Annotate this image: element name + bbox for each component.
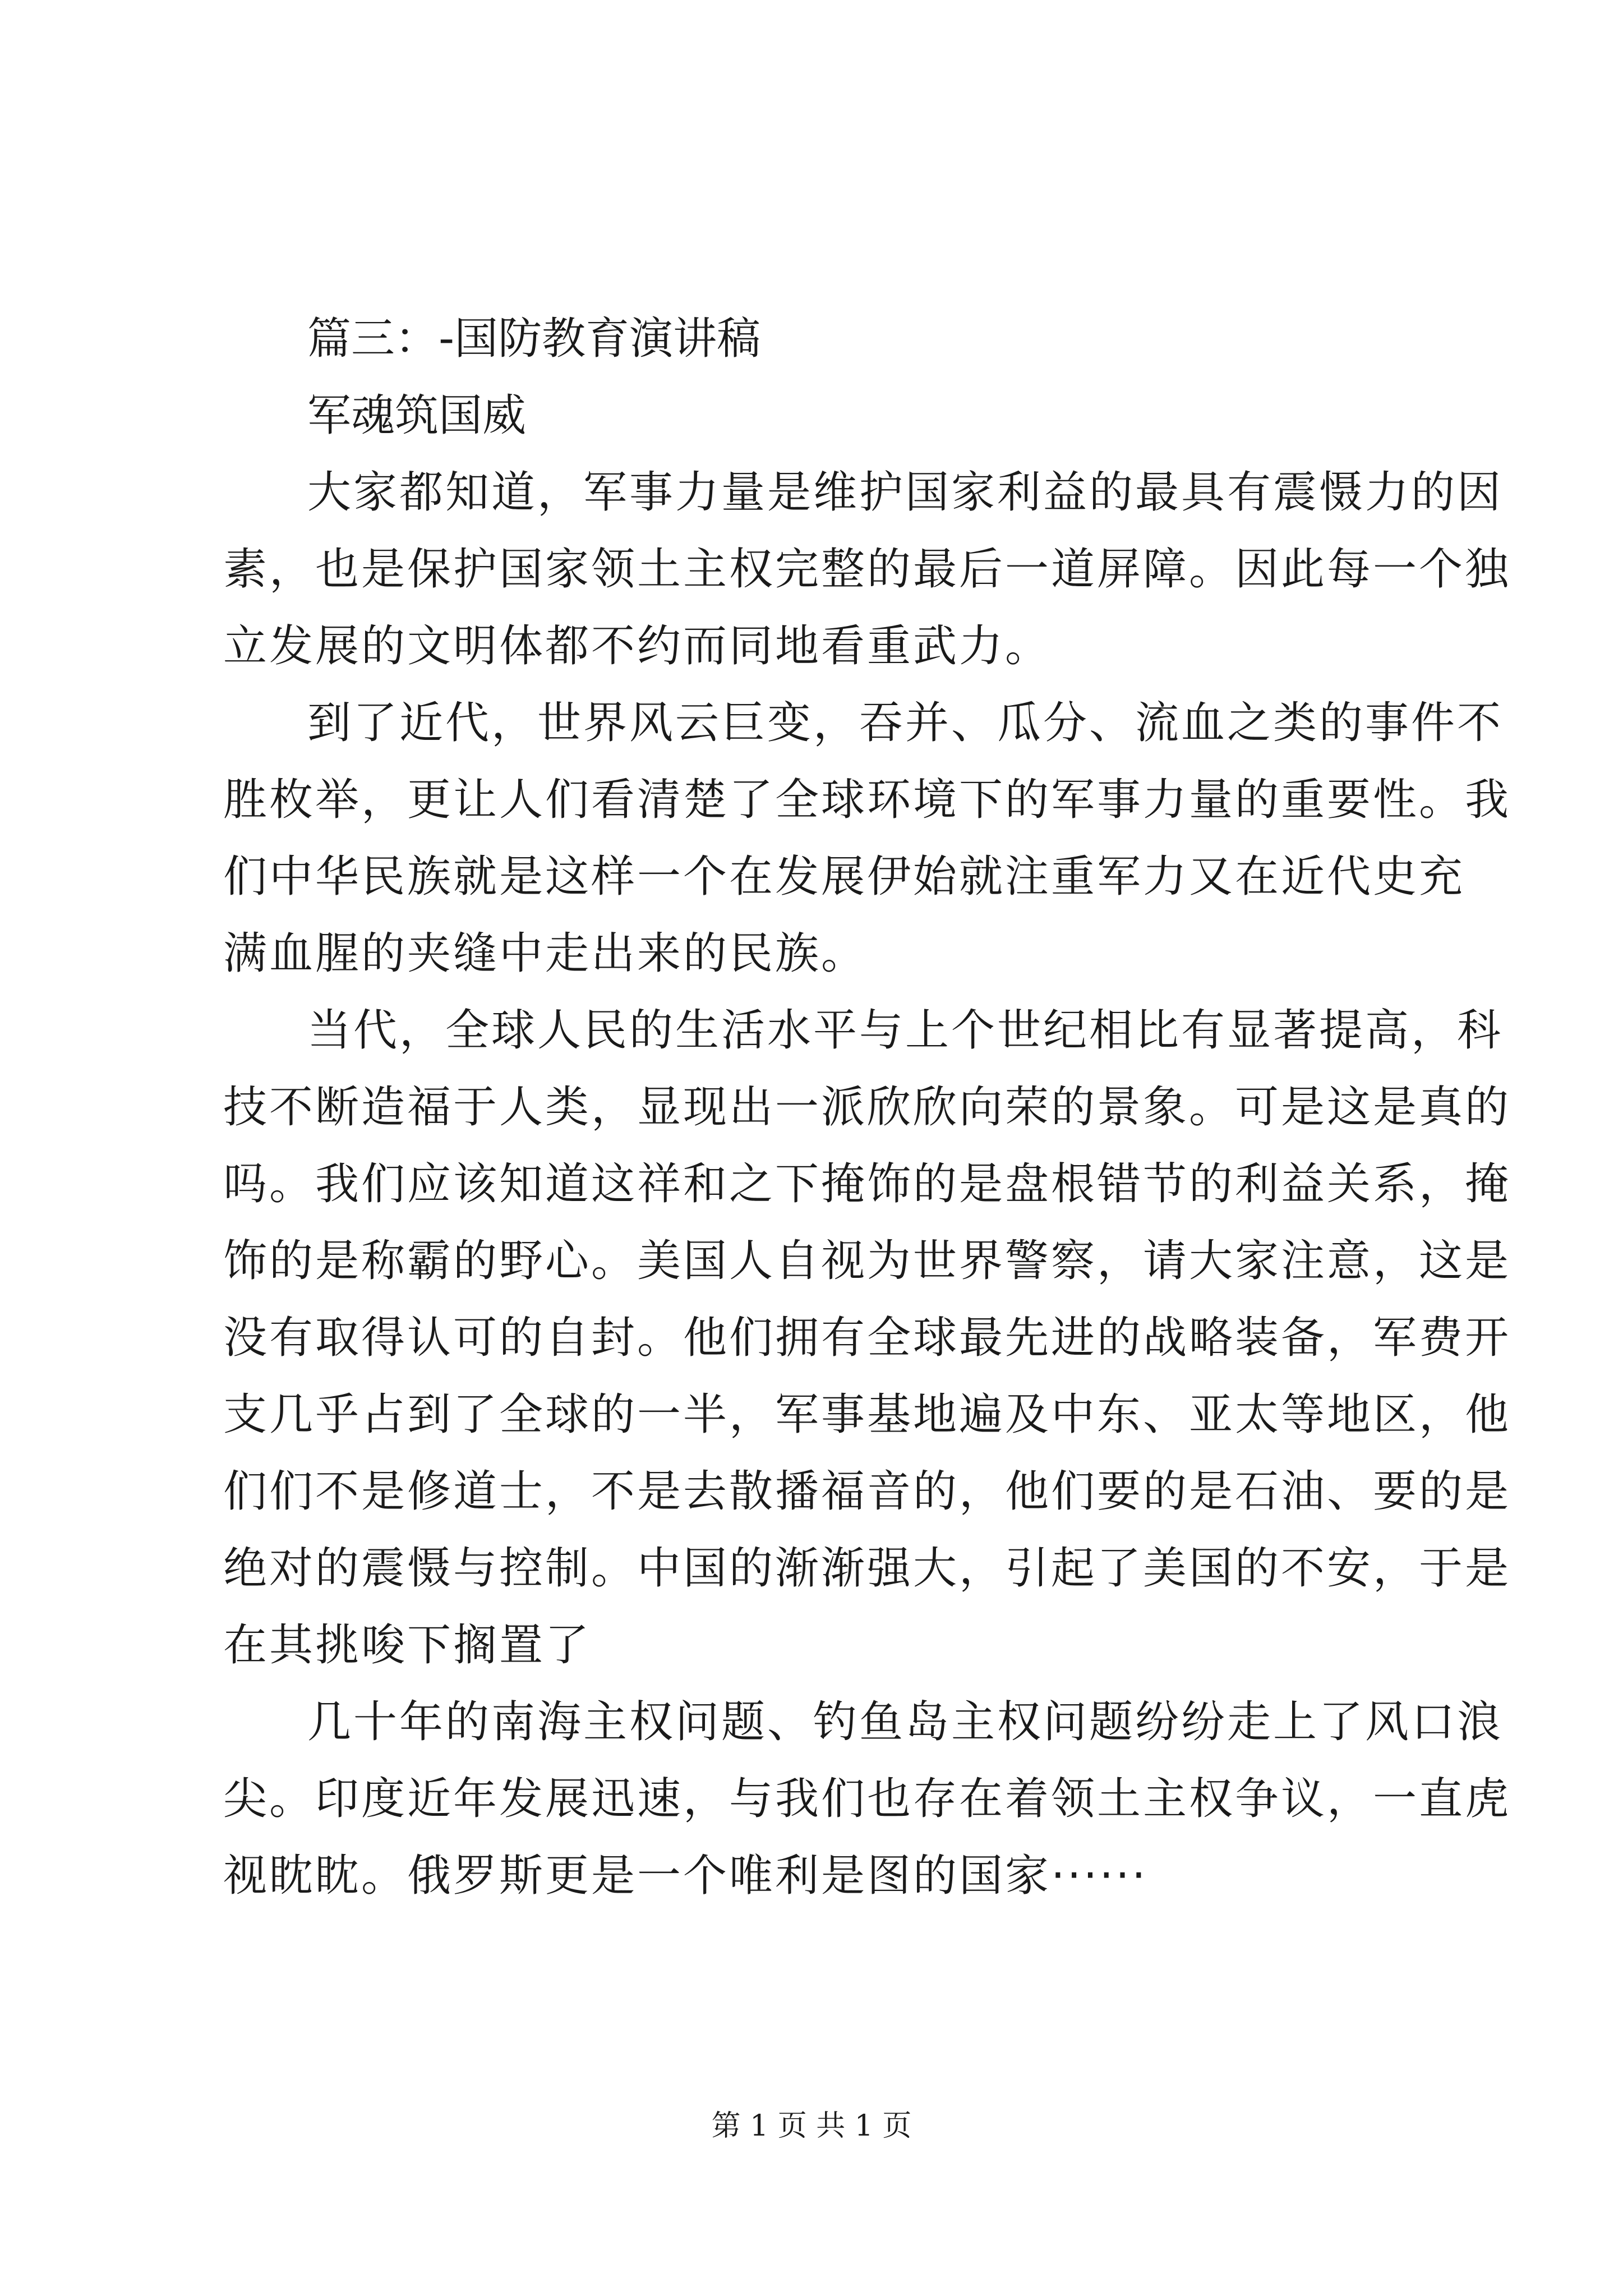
paragraph-line: 在其挑唆下搁置了	[223, 1620, 592, 1671]
paragraph-line: 满血腥的夹缝中走出来的民族。	[223, 928, 868, 979]
paragraph-line: 到了近代，世界风云巨变，吞并、瓜分、流血之类的事件不	[307, 698, 1504, 748]
paragraph-line: 饰的是称霸的野心。美国人自视为世界警察，请大家注意，这是	[223, 1236, 1511, 1286]
paragraph-line: 立发展的文明体都不约而同地看重武力。	[223, 621, 1052, 671]
paragraph-line: 视眈眈。俄罗斯更是一个唯利是图的国家······	[223, 1851, 1148, 1901]
paragraph-1	[223, 454, 1511, 685]
page-footer: 第 1 页 共 1 页	[711, 2109, 912, 2143]
document-body	[223, 301, 1511, 1915]
paragraph-line: 支几乎占到了全球的一半，军事基地遍及中东、亚太等地区，他	[223, 1389, 1511, 1440]
paragraph-line: 绝对的震慑与控制。中国的渐渐强大，引起了美国的不安，于是	[223, 1543, 1511, 1594]
paragraph-4	[223, 1684, 1511, 1915]
paragraph-line: 们中华民族就是这样一个在发展伊始就注重军力又在近代史充	[223, 852, 1465, 902]
paragraph-line: 吗。我们应该知道这祥和之下掩饰的是盘根错节的利益关系，掩	[223, 1159, 1511, 1209]
paragraph-line: 胜枚举，更让人们看清楚了全球环境下的军事力量的重要性。我	[223, 775, 1511, 825]
paragraph-line: 们们不是修道士，不是去散播福音的，他们要的是石油、要的是	[223, 1466, 1511, 1517]
paragraph-2	[223, 685, 1511, 992]
paragraph-line: 技不断造福于人类，显现出一派欣欣向荣的景象。可是这是真的	[223, 1082, 1511, 1133]
paragraph-line: 大家都知道，军事力量是维护国家利益的最具有震慑力的因	[307, 467, 1504, 518]
paragraph-line: 几十年的南海主权问题、钓鱼岛主权问题纷纷走上了风口浪	[307, 1697, 1504, 1747]
paragraph-3	[223, 992, 1511, 1684]
document-heading: 篇三：-国防教育演讲稿	[307, 314, 761, 364]
document-subtitle: 军魂筑国威	[307, 390, 527, 441]
paragraph-line: 素，也是保护国家领土主权完整的最后一道屏障。因此每一个独	[223, 544, 1511, 595]
paragraph-line: 尖。印度近年发展迅速，与我们也存在着领土主权争议，一直虎	[223, 1774, 1511, 1824]
paragraph-line: 没有取得认可的自封。他们拥有全球最先进的战略装备，军费开	[223, 1313, 1511, 1363]
paragraph-line: 当代，全球人民的生活水平与上个世纪相比有显著提高，科	[307, 1005, 1504, 1056]
